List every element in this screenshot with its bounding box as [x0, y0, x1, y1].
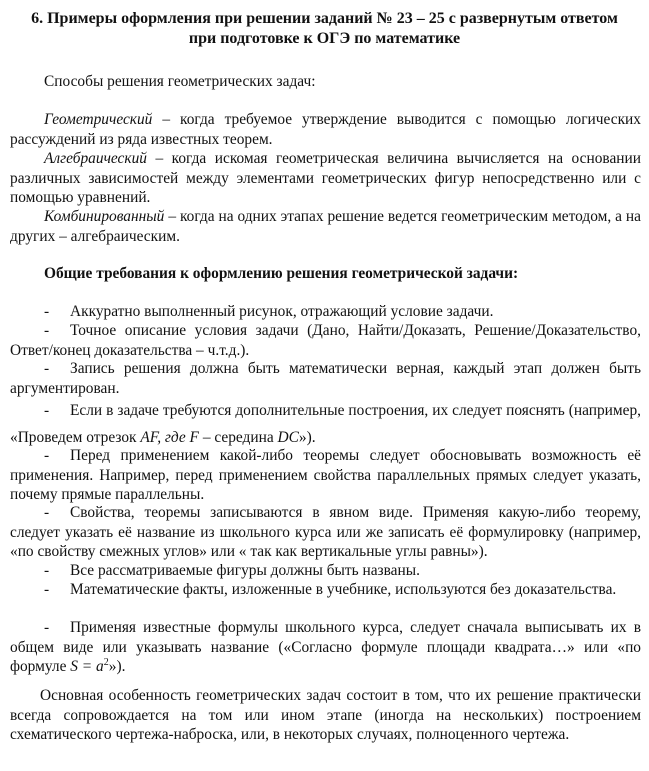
requirement-text: Свойства, теоремы записываются в явном виде. Применяя какую-либо теорему, следует указать её название из школьного курса или же записать её формулировку (например, «по свойству смежных углов» или « так как вертикальные углы равны»).	[10, 504, 641, 560]
list-dash: -	[44, 303, 50, 320]
conclusion-paragraph: Основная особенность геометрических задач состоит в том, что их решение практически всегда сопровождается на том или ином этапе (иногда на нескольких) построением схематического чертежа-наброска, или, в некоторых случаях, полноценного чертежа.	[10, 687, 641, 743]
method-combined	[10, 207, 641, 246]
requirement-text: Перед применением какой-либо теоремы следует обосновывать возможность её применения. Например, перед применением свойства параллельных прямых следует указать, почему прямые параллельны.	[10, 447, 641, 503]
list-dash: -	[44, 562, 50, 579]
requirement-example: – середина	[198, 429, 278, 446]
list-dash: -	[44, 402, 50, 419]
method-combined-term: Комбинированный	[44, 208, 165, 225]
method-algebraic-text: – когда искомая геометрическая величина вычисляется на основании различных зависимостей между элементами геометрических фигур непосредственно или с помощью уравнений.	[10, 150, 641, 206]
requirement-item	[10, 446, 641, 505]
title-line-1: 6. Примеры оформления при решении заданий № 23 – 25 с развернутым ответом	[31, 10, 618, 27]
requirement-text: Точное описание условия задачи (Дано, Найти/Доказать, Решение/Доказательство, Ответ/конец доказательства – ч.т.д.).	[10, 322, 641, 359]
example-segment-dc: DC	[277, 429, 299, 446]
requirements-heading: Общие требования к оформлению решения геометрической задачи:	[44, 265, 519, 282]
methods-intro: Способы решения геометрических задач:	[44, 73, 316, 90]
method-geometric-term: Геометрический	[44, 111, 153, 128]
method-geometric-text: – когда требуемое утверждение выводится с помощью логических рассуждений из ряда известных теорем.	[10, 111, 641, 148]
list-dash: -	[44, 447, 50, 464]
requirement-item	[10, 503, 641, 562]
requirement-text: Все рассматриваемые фигуры должны быть названы.	[70, 562, 420, 579]
method-geometric	[10, 110, 641, 149]
requirement-example: »).	[298, 429, 316, 446]
requirement-text: Запись решения должна быть математически верная, каждый этап должен быть аргументирован.	[10, 360, 641, 397]
requirement-item	[10, 561, 641, 581]
requirement-item	[10, 321, 641, 360]
list-dash: -	[44, 322, 50, 339]
title-line-2: при подготовке к ОГЭ по математике	[188, 30, 461, 47]
method-algebraic-term: Алгебраический	[44, 150, 147, 167]
example-segment-af: AF, где F	[140, 429, 199, 446]
requirement-item	[10, 618, 641, 677]
list-dash: -	[44, 619, 50, 636]
page-title	[10, 9, 639, 49]
requirement-item	[10, 359, 641, 398]
requirement-text: Если в задаче требуются дополнительные построения, их следует пояснять	[70, 402, 565, 419]
requirement-text: Применяя известные формулы школьного курса, следует сначала выписывать их в общем виде или указывать название («Согласно формуле площади квадрата…» или «по формуле	[10, 619, 641, 675]
requirement-text: Аккуратно выполненный рисунок, отражающий условие задачи.	[70, 303, 494, 320]
formula-end: »).	[108, 658, 126, 675]
formula-square-area: S = a	[70, 658, 104, 675]
list-dash: -	[44, 504, 50, 521]
requirement-item	[10, 397, 641, 451]
list-dash: -	[44, 581, 50, 598]
list-dash: -	[44, 360, 50, 377]
requirement-text: Математические факты, изложенные в учебнике, используются без доказательства.	[70, 581, 617, 598]
method-algebraic	[10, 149, 641, 208]
requirement-item	[10, 302, 641, 322]
formula-exponent: 2	[103, 656, 109, 668]
method-combined-text: – когда на одних этапах решение ведется геометрическим методом, а на других – алгебраическим.	[10, 208, 641, 245]
requirement-example: (например, «Проведем отрезок	[10, 402, 641, 446]
requirement-item	[10, 580, 641, 600]
